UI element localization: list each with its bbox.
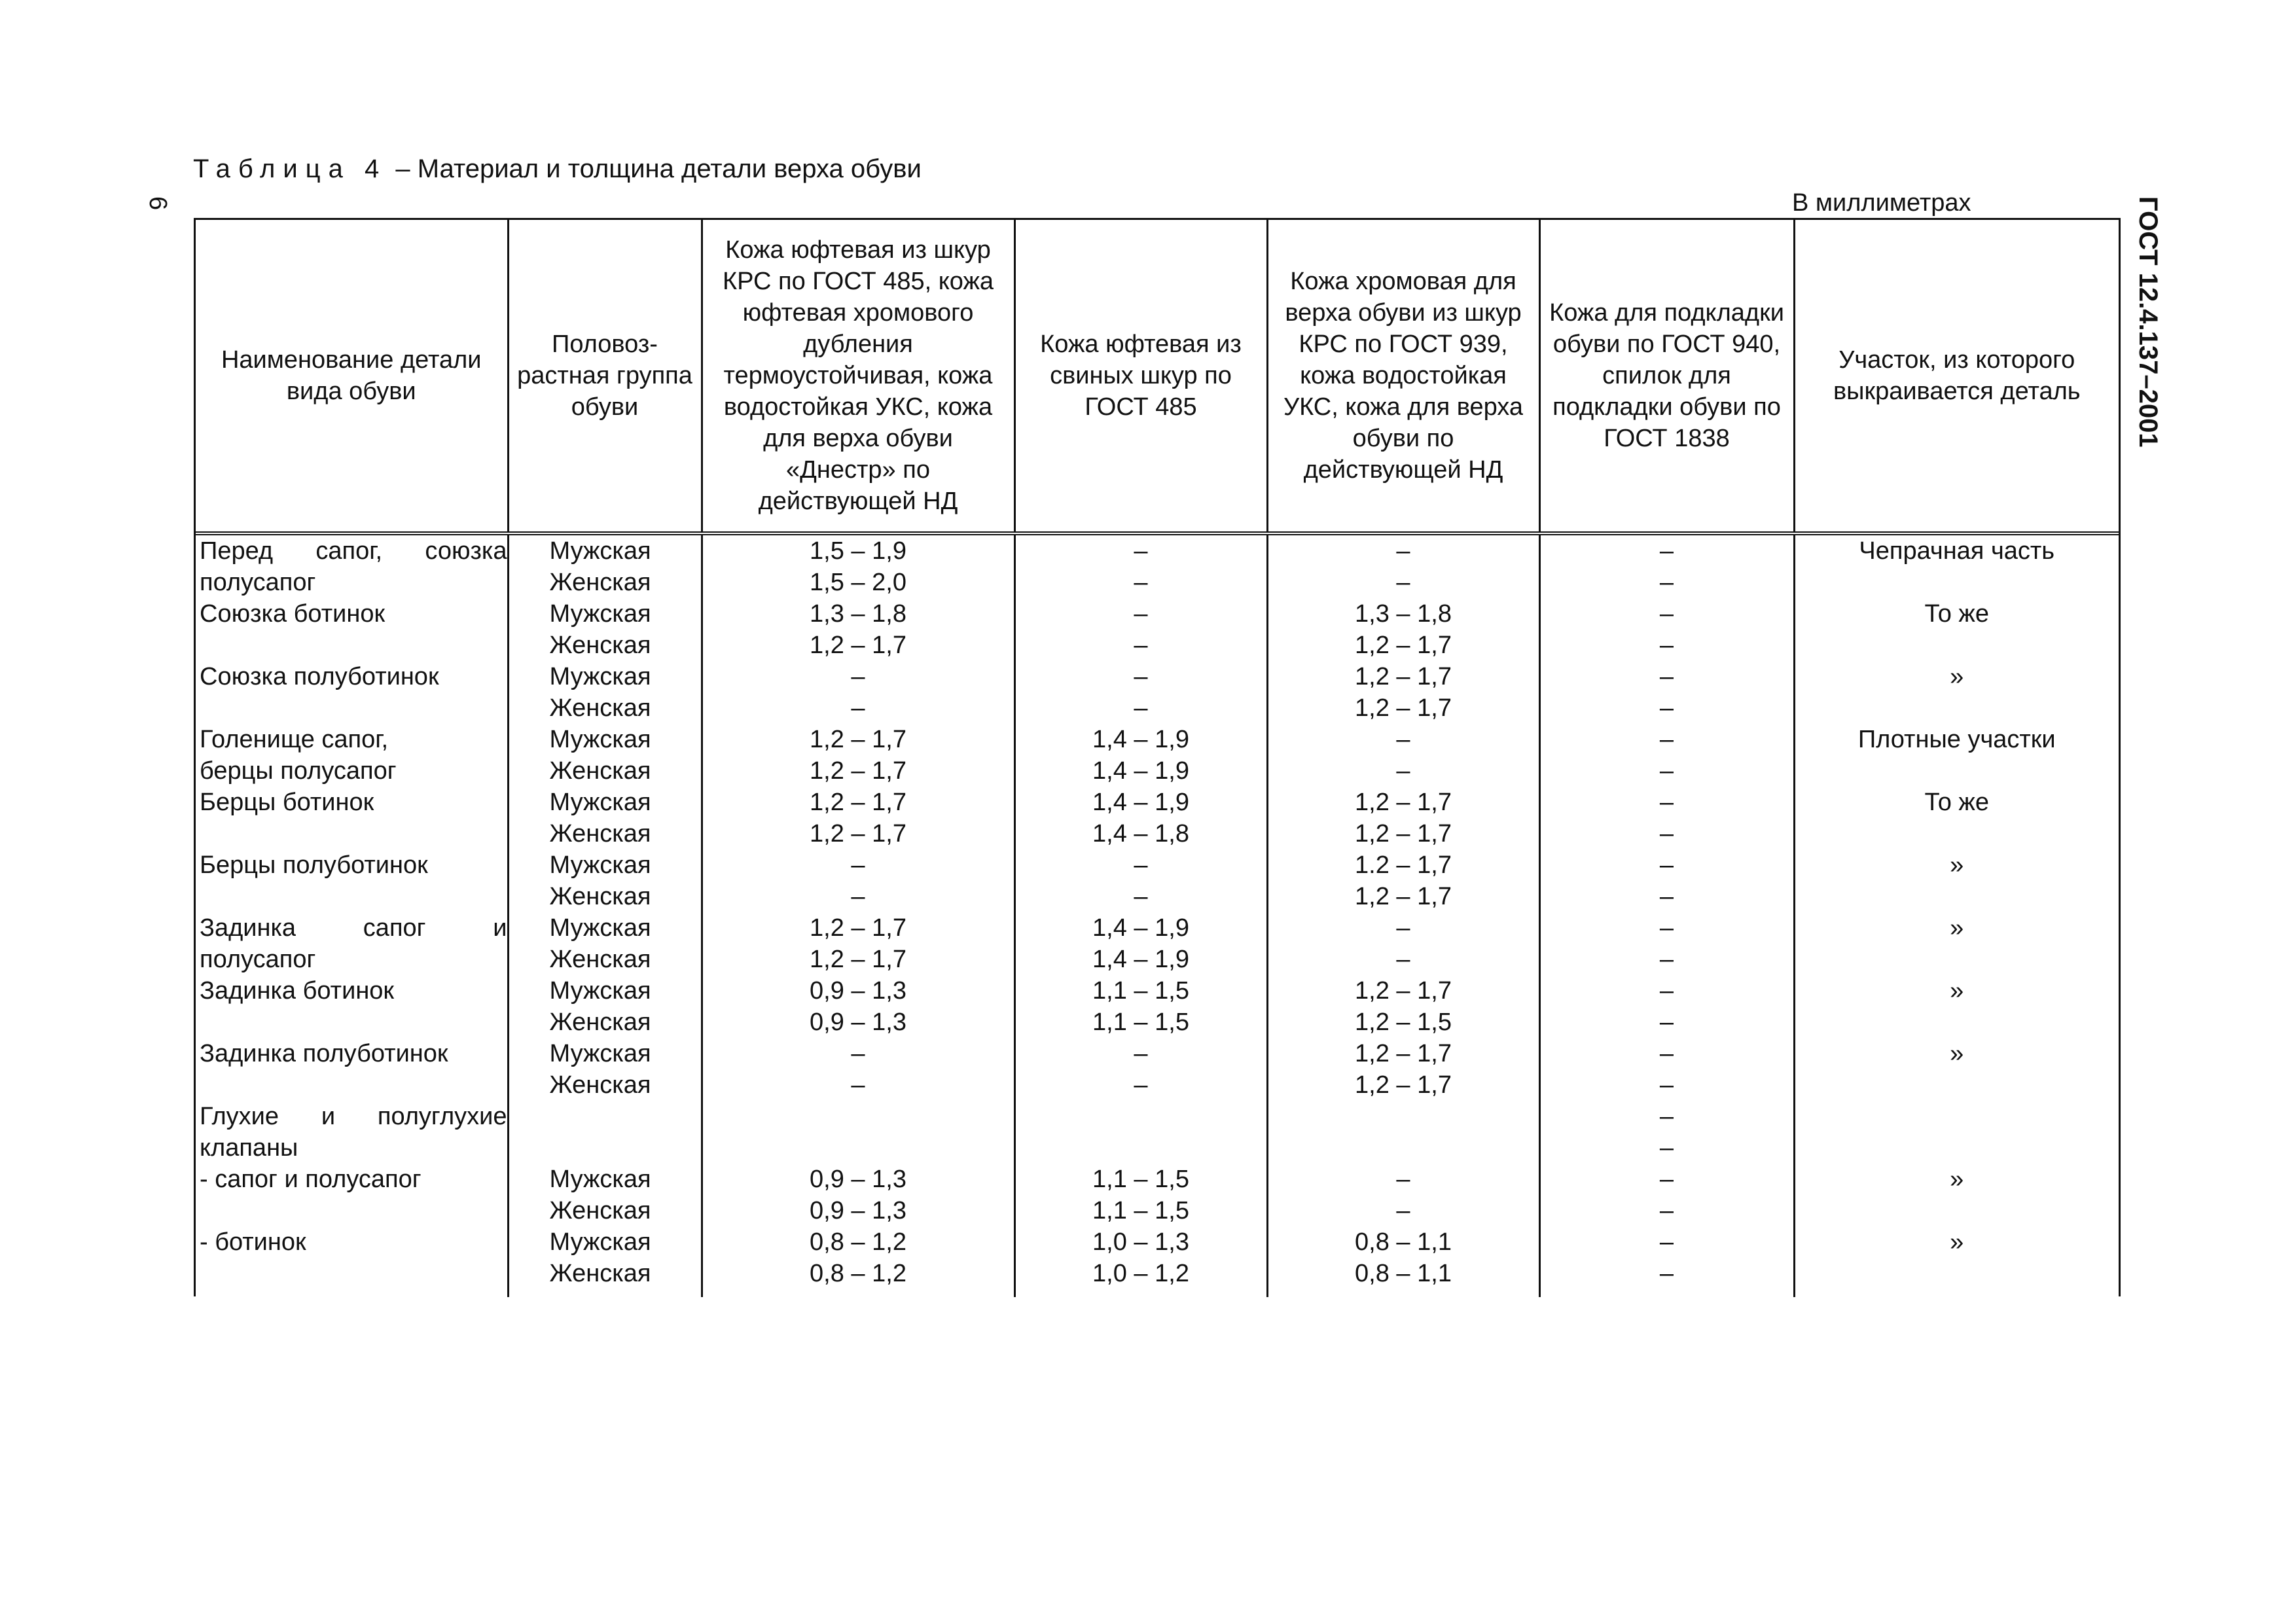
empty-cell — [1539, 1289, 1794, 1297]
detail-name-cell: клапаны — [200, 1133, 298, 1162]
table-row — [196, 912, 2119, 944]
age-group-cell: Мужская — [508, 724, 702, 755]
thickness-cell: – — [1539, 1195, 1794, 1226]
header-cell: Кожа хромовая для верха обуви из шкур КРС по ГОСТ 939, кожа водостойкая УКС, кожа для верха обуви по действующей НД — [1267, 219, 1539, 533]
age-group-cell: Мужская — [508, 1038, 702, 1069]
cut-area-cell: » — [1794, 912, 2119, 944]
age-group-cell: Женская — [508, 1007, 702, 1038]
age-group-cell: Мужская — [508, 1164, 702, 1195]
table-row — [196, 1038, 2119, 1069]
thickness-cell: – — [1267, 912, 1539, 944]
table-row — [196, 630, 2119, 661]
thickness-cell: 1,4 – 1,8 — [1014, 818, 1267, 849]
table-row — [196, 849, 2119, 881]
thickness-cell: – — [1539, 1069, 1794, 1101]
header-cell: Кожа юфтевая из свиных шкур по ГОСТ 485 — [1014, 219, 1267, 533]
header-cell: Половоз-растная группа обуви — [508, 219, 702, 533]
table-row — [196, 1069, 2119, 1101]
thickness-cell: – — [1539, 881, 1794, 912]
thickness-cell: 1,1 – 1,5 — [1014, 1195, 1267, 1226]
cut-area-cell: » — [1794, 661, 2119, 692]
age-group-cell: Женская — [508, 1195, 702, 1226]
header-row — [196, 219, 2119, 533]
header-cell: Участок, из которого выкраивается деталь — [1794, 219, 2119, 533]
thickness-cell: 1,2 – 1,7 — [1267, 630, 1539, 661]
thickness-cell: 1,3 – 1,8 — [702, 598, 1014, 630]
thickness-cell: – — [1014, 533, 1267, 567]
thickness-cell: 1,5 – 2,0 — [702, 567, 1014, 598]
header-cell: Кожа юфтевая из шкур КРС по ГОСТ 485, кожа юфтевая хромового дубления термоустойчивая, кожа водостойкая УКС, кожа для верха обуви «Днестр» по действующей НД — [702, 219, 1014, 533]
detail-name-cell — [196, 818, 508, 849]
cut-area-cell — [1794, 1007, 2119, 1038]
age-group-cell: Мужская — [508, 787, 702, 818]
thickness-cell: – — [1539, 1164, 1794, 1195]
thickness-cell: 1,2 – 1,7 — [1267, 1038, 1539, 1069]
cut-area-cell — [1794, 1258, 2119, 1289]
thickness-cell: 0,8 – 1,1 — [1267, 1226, 1539, 1258]
detail-name-cell: полусапог — [200, 945, 316, 973]
table-row — [196, 881, 2119, 912]
table-filler-row — [196, 1289, 2119, 1297]
cut-area-cell — [1794, 881, 2119, 912]
cut-area-cell — [1794, 944, 2119, 975]
thickness-cell: – — [1014, 1038, 1267, 1069]
cut-area-cell: То же — [1794, 787, 2119, 818]
table-row — [196, 661, 2119, 692]
page-number: 6 — [144, 196, 171, 211]
thickness-cell: 0,8 – 1,2 — [702, 1226, 1014, 1258]
thickness-cell: – — [1539, 975, 1794, 1007]
detail-name-cell — [196, 692, 508, 724]
thickness-cell: 0,9 – 1,3 — [702, 975, 1014, 1007]
thickness-cell: 1,2 – 1,7 — [702, 912, 1014, 944]
thickness-cell: 1,4 – 1,9 — [1014, 912, 1267, 944]
detail-name-cell — [196, 1069, 508, 1101]
empty-cell — [1267, 1289, 1539, 1297]
age-group-cell: Женская — [508, 692, 702, 724]
table-frame — [194, 218, 2121, 1296]
header-cell: Кожа для подкладки обуви по ГОСТ 940, спилок для подкладки обуви по ГОСТ 1838 — [1539, 219, 1794, 533]
age-group-cell: Мужская — [508, 975, 702, 1007]
table-row — [196, 692, 2119, 724]
thickness-cell — [1267, 1132, 1539, 1164]
units-label: В миллиметрах — [1792, 189, 1971, 217]
thickness-cell: – — [1539, 1258, 1794, 1289]
thickness-cell: – — [1267, 1164, 1539, 1195]
thickness-cell: – — [1014, 881, 1267, 912]
cut-area-cell — [1794, 630, 2119, 661]
thickness-cell: – — [1539, 944, 1794, 975]
empty-cell — [1794, 1289, 2119, 1297]
thickness-cell: – — [702, 1069, 1014, 1101]
thickness-cell: 1,4 – 1,9 — [1014, 787, 1267, 818]
thickness-cell: – — [702, 849, 1014, 881]
table-row — [196, 1132, 2119, 1164]
thickness-cell: – — [1267, 724, 1539, 755]
thickness-cell: 1,2 – 1,7 — [1267, 661, 1539, 692]
thickness-cell: 1,5 – 1,9 — [702, 533, 1014, 567]
thickness-cell: – — [1267, 533, 1539, 567]
table-row — [196, 944, 2119, 975]
thickness-cell: – — [1539, 598, 1794, 630]
empty-cell — [702, 1289, 1014, 1297]
thickness-cell — [702, 1132, 1014, 1164]
thickness-cell: 1,2 – 1,7 — [702, 818, 1014, 849]
table-row — [196, 598, 2119, 630]
cut-area-cell — [1794, 1069, 2119, 1101]
thickness-cell: 0,9 – 1,3 — [702, 1164, 1014, 1195]
age-group-cell: Мужская — [508, 1226, 702, 1258]
thickness-cell: 1,2 – 1,7 — [1267, 692, 1539, 724]
thickness-cell: 1,3 – 1,8 — [1267, 598, 1539, 630]
thickness-cell: 1,4 – 1,9 — [1014, 944, 1267, 975]
table-row — [196, 1007, 2119, 1038]
table-row — [196, 1101, 2119, 1132]
age-group-cell: Женская — [508, 1258, 702, 1289]
thickness-cell — [1014, 1101, 1267, 1132]
thickness-cell: – — [1539, 1101, 1794, 1132]
thickness-cell: 0,8 – 1,2 — [702, 1258, 1014, 1289]
detail-name-cell: Глухие и полуглухие — [200, 1102, 507, 1130]
thickness-cell: – — [1539, 567, 1794, 598]
cut-area-cell: » — [1794, 1226, 2119, 1258]
table-row — [196, 1164, 2119, 1195]
detail-name-cell: Перед сапог, союзка — [200, 537, 507, 565]
thickness-cell: 1,2 – 1,7 — [1267, 1069, 1539, 1101]
empty-cell — [508, 1289, 702, 1297]
table-row — [196, 1195, 2119, 1226]
thickness-cell: 0,9 – 1,3 — [702, 1195, 1014, 1226]
age-group-cell: Женская — [508, 1069, 702, 1101]
cut-area-cell: Плотные участки — [1794, 724, 2119, 755]
table-row — [196, 975, 2119, 1007]
thickness-cell — [702, 1101, 1014, 1132]
age-group-cell: Мужская — [508, 598, 702, 630]
detail-name-cell — [196, 1007, 508, 1038]
age-group-cell: Женская — [508, 630, 702, 661]
table-row — [196, 533, 2119, 567]
table-row — [196, 1226, 2119, 1258]
header-cell: Наименование детали вида обуви — [196, 219, 508, 533]
thickness-cell: – — [1539, 724, 1794, 755]
thickness-cell: 1,0 – 1,2 — [1014, 1258, 1267, 1289]
cut-area-cell — [1794, 818, 2119, 849]
age-group-cell: Женская — [508, 818, 702, 849]
thickness-cell: – — [702, 881, 1014, 912]
age-group-cell: Мужская — [508, 849, 702, 881]
thickness-cell: 1,2 – 1,7 — [1267, 881, 1539, 912]
thickness-cell: – — [1014, 598, 1267, 630]
thickness-cell: – — [1539, 1038, 1794, 1069]
thickness-cell: – — [1539, 630, 1794, 661]
detail-name-cell: Союзка ботинок — [200, 599, 386, 628]
thickness-cell: – — [1539, 533, 1794, 567]
table-row — [196, 724, 2119, 755]
detail-name-cell: Голенище сапог, — [200, 725, 389, 753]
thickness-cell: 1,2 – 1,7 — [702, 724, 1014, 755]
thickness-cell: 0,9 – 1,3 — [702, 1007, 1014, 1038]
thickness-cell: 1,2 – 1,7 — [702, 944, 1014, 975]
age-group-cell — [508, 1101, 702, 1132]
cut-area-cell — [1794, 755, 2119, 787]
detail-name-cell: Задинка сапог и — [200, 914, 507, 942]
table-row — [196, 755, 2119, 787]
cut-area-cell — [1794, 1101, 2119, 1132]
detail-name-cell: полусапог — [200, 568, 316, 596]
caption-title: – Материал и толщина детали верха обуви — [395, 154, 922, 183]
material-thickness-table — [196, 218, 2119, 1297]
thickness-cell: – — [702, 661, 1014, 692]
thickness-cell: 1,2 – 1,7 — [702, 787, 1014, 818]
cut-area-cell — [1794, 1132, 2119, 1164]
cut-area-cell: Чепрачная часть — [1794, 533, 2119, 567]
cut-area-cell — [1794, 567, 2119, 598]
thickness-cell: – — [1267, 567, 1539, 598]
detail-name-cell: Берцы ботинок — [200, 788, 374, 816]
thickness-cell: – — [702, 692, 1014, 724]
thickness-cell: – — [1014, 849, 1267, 881]
thickness-cell: – — [1539, 787, 1794, 818]
thickness-cell: – — [1539, 849, 1794, 881]
table-row — [196, 818, 2119, 849]
thickness-cell: – — [1539, 818, 1794, 849]
age-group-cell — [508, 1132, 702, 1164]
empty-cell — [196, 1289, 508, 1297]
detail-name-cell: Задинка ботинок — [200, 976, 395, 1005]
detail-name-cell — [196, 1195, 508, 1226]
detail-name-cell: - сапог и полусапог — [200, 1165, 422, 1193]
thickness-cell: 1,1 – 1,5 — [1014, 1164, 1267, 1195]
table-row — [196, 787, 2119, 818]
detail-name-cell — [196, 1258, 508, 1289]
thickness-cell: 1,2 – 1,7 — [1267, 975, 1539, 1007]
cut-area-cell: » — [1794, 1164, 2119, 1195]
cut-area-cell: То же — [1794, 598, 2119, 630]
thickness-cell: 1,2 – 1,7 — [702, 630, 1014, 661]
cut-area-cell: » — [1794, 849, 2119, 881]
age-group-cell: Женская — [508, 755, 702, 787]
cut-area-cell: » — [1794, 975, 2119, 1007]
age-group-cell: Женская — [508, 944, 702, 975]
thickness-cell: 1,2 – 1,7 — [1267, 787, 1539, 818]
empty-cell — [1014, 1289, 1267, 1297]
thickness-cell: – — [1539, 755, 1794, 787]
thickness-cell: 1,2 – 1,5 — [1267, 1007, 1539, 1038]
thickness-cell: – — [1014, 692, 1267, 724]
cut-area-cell — [1794, 1195, 2119, 1226]
thickness-cell: – — [1267, 944, 1539, 975]
cut-area-cell: » — [1794, 1038, 2119, 1069]
table-row — [196, 1258, 2119, 1289]
detail-name-cell: Задинка полуботинок — [200, 1039, 448, 1067]
age-group-cell: Мужская — [508, 661, 702, 692]
thickness-cell: – — [1539, 1226, 1794, 1258]
thickness-cell: – — [702, 1038, 1014, 1069]
thickness-cell: – — [1014, 567, 1267, 598]
age-group-cell: Мужская — [508, 533, 702, 567]
detail-name-cell: - ботинок — [200, 1228, 306, 1256]
caption-prefix: Таблица — [193, 154, 351, 183]
thickness-cell: – — [1539, 1007, 1794, 1038]
thickness-cell — [1014, 1132, 1267, 1164]
thickness-cell: 1,0 – 1,3 — [1014, 1226, 1267, 1258]
age-group-cell: Мужская — [508, 912, 702, 944]
thickness-cell: 1,2 – 1,7 — [702, 755, 1014, 787]
age-group-cell: Женская — [508, 881, 702, 912]
detail-name-cell — [196, 630, 508, 661]
detail-name-cell: Союзка полуботинок — [200, 662, 439, 690]
thickness-cell: 1,4 – 1,9 — [1014, 755, 1267, 787]
age-group-cell: Женская — [508, 567, 702, 598]
thickness-cell: 1,4 – 1,9 — [1014, 724, 1267, 755]
thickness-cell: – — [1267, 1195, 1539, 1226]
thickness-cell: 1,1 – 1,5 — [1014, 1007, 1267, 1038]
thickness-cell: – — [1014, 630, 1267, 661]
thickness-cell: – — [1267, 755, 1539, 787]
detail-name-cell: берцы полусапог — [200, 757, 397, 785]
caption-number: 4 — [364, 154, 380, 183]
thickness-cell — [1267, 1101, 1539, 1132]
standard-label: ГОСТ 12.4.137–2001 — [2134, 196, 2162, 448]
table-caption — [193, 153, 922, 185]
detail-name-cell — [196, 881, 508, 912]
thickness-cell: – — [1539, 692, 1794, 724]
thickness-cell: 1.2 – 1,7 — [1267, 849, 1539, 881]
table-row — [196, 567, 2119, 598]
thickness-cell: – — [1539, 1132, 1794, 1164]
thickness-cell: – — [1539, 661, 1794, 692]
detail-name-cell: Берцы полуботинок — [200, 851, 428, 879]
table-body — [196, 533, 2119, 1297]
thickness-cell: – — [1014, 1069, 1267, 1101]
thickness-cell: – — [1539, 912, 1794, 944]
thickness-cell: 1,2 – 1,7 — [1267, 818, 1539, 849]
thickness-cell: 0,8 – 1,1 — [1267, 1258, 1539, 1289]
thickness-cell: 1,1 – 1,5 — [1014, 975, 1267, 1007]
cut-area-cell — [1794, 692, 2119, 724]
thickness-cell: – — [1014, 661, 1267, 692]
